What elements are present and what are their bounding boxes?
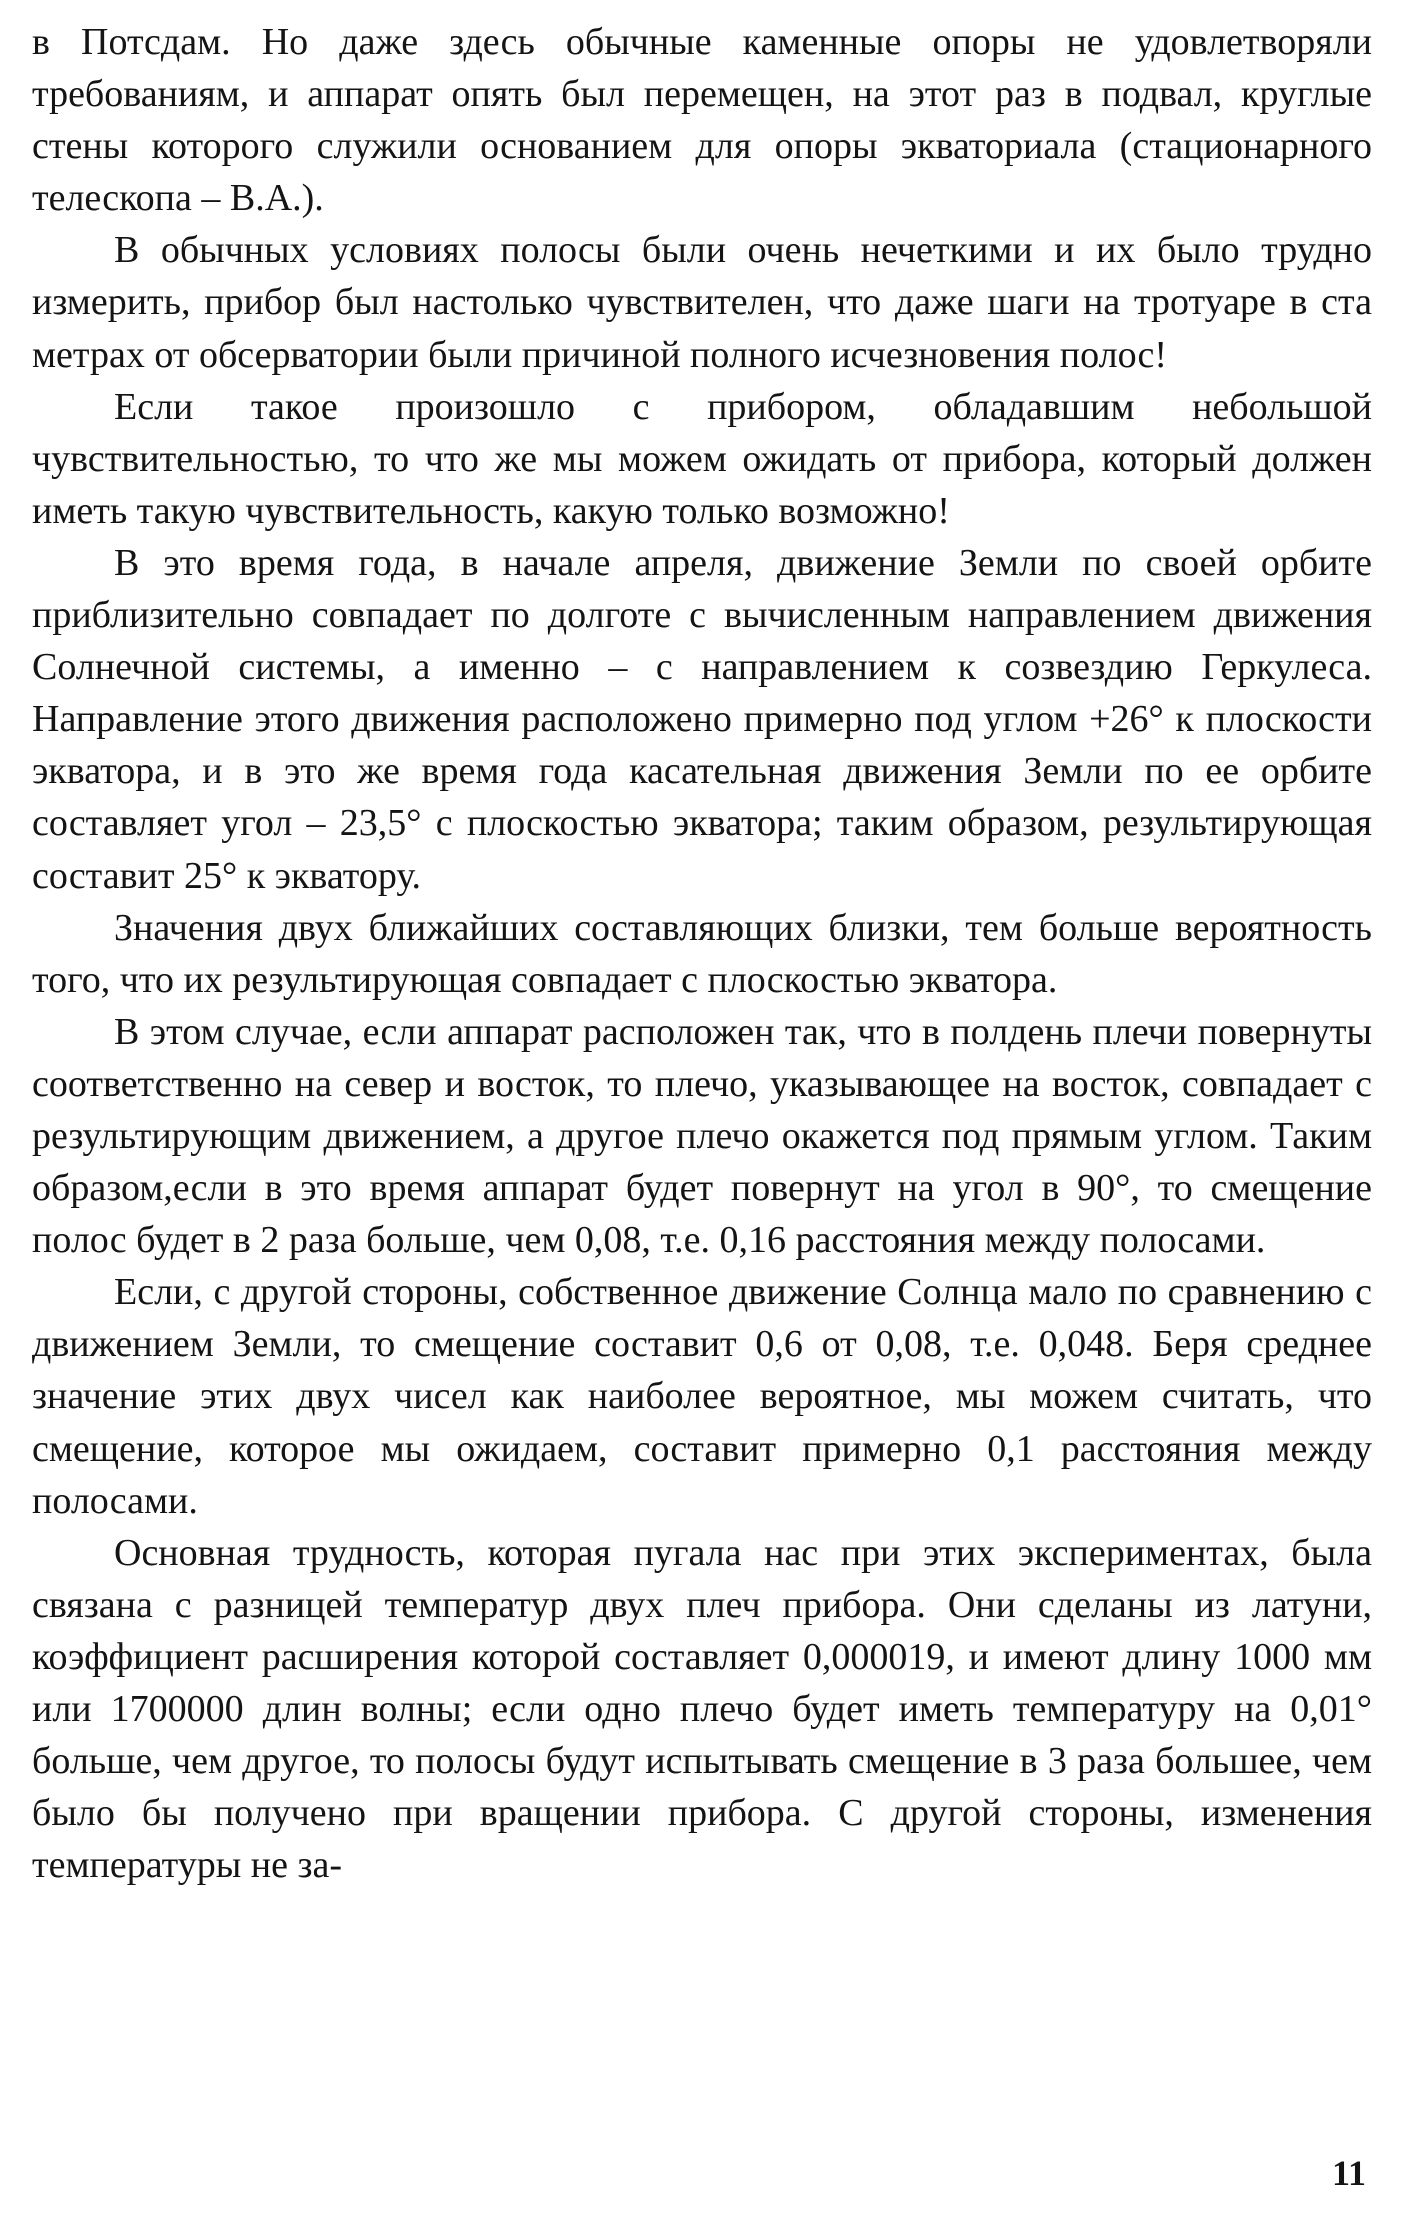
paragraph-3: Если такое произошло с прибором, обладавшим небольшой чувствительностью, то что же мы можем ожидать от прибора, который должен иметь такую чувствительность, какую только возможно! [32, 385, 1372, 532]
paragraph-8: Основная трудность, которая пугала нас при этих экспериментах, была связана с разницей температур двух плеч прибора. Они сделаны из латуни, коэффициент расширения которой составляет 0,000019, и имеют длину 1000 мм или 1700000 длин волны; если одно плечо будет иметь температуру на 0,01° больше, чем другое, то полосы будут испытывать смещение в 3 раза большее, чем было бы получено при вращении прибора. С другой стороны, изменения температуры не за- [32, 1531, 1372, 1887]
paragraph-7: Если, с другой стороны, собственное движение Солнца мало по сравнению с движением Земли, то смещение составит 0,6 от 0,08, т.е. 0,048. Беря среднее значение этих двух чисел как наиболее вероятное, мы можем считать, что смещение, которое мы ожидаем, составит примерно 0,1 расстояния между полосами. [32, 1271, 1372, 1522]
paragraph-5: Значения двух ближайших составляющих близки, тем больше вероятность того, что их результирующая совпадает с плоскостью экватора. [32, 906, 1372, 1001]
paragraph-6: В этом случае, если аппарат расположен так, что в полдень плечи повернуты соответственно на север и восток, то плечо, указывающее на восток, совпадает с результирующим движением, а другое плечо окажется под прямым углом. Таким образом,если в это время аппарат будет повернут на угол в 90°, то смещение полос будет в 2 раза больше, чем 0,08, т.е. 0,16 расстояния между полосами. [32, 1010, 1372, 1262]
page-text [32, 16, 1372, 1891]
paragraph-1: в Потсдам. Но даже здесь обычные каменные опоры не удовлетворяли требованиям, и аппарат опять был перемещен, на этот раз в подвал, круглые стены которого служили основанием для опоры экваториала (стационарного телескопа – В.А.). [32, 21, 1372, 220]
paragraph-4: В это время года, в начале апреля, движение Земли по своей орбите приблизительно совпадает по долготе с вычисленным направлением движения Солнечной системы, а именно – с направлением к созвездию Геркулеса. Направление этого движения расположено примерно под углом +26° к плоскости экватора, и в это же время года касательная движения Земли по ее орбите составляет угол – 23,5° с плоскостью экватора; таким образом, результирующая составит 25° к экватору. [32, 541, 1372, 897]
page-number: 11 [1331, 2153, 1366, 2193]
paragraph-2: В обычных условиях полосы были очень нечеткими и их было трудно измерить, прибор был настолько чувствителен, что даже шаги на тротуаре в ста метрах от обсерватории были причиной полного исчезновения полос! [32, 229, 1372, 376]
